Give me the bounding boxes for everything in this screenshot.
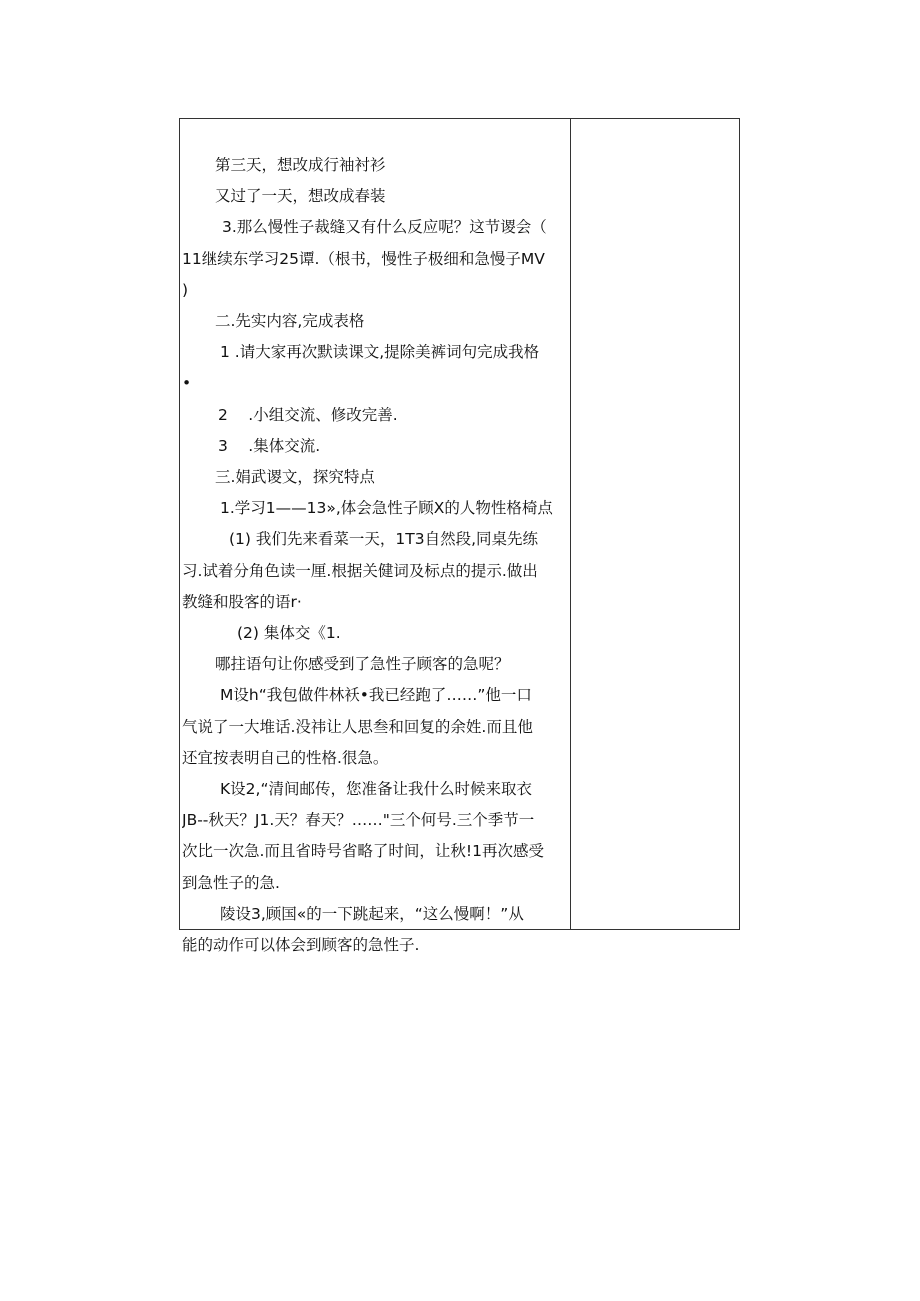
content-line: 1 .请大家再次默读课文,提除美裤词句完成我格: [220, 343, 540, 362]
content-line: 还宜按表明自己的性格.很急。: [182, 748, 389, 767]
content-line: 又过了一天，想改成春装: [215, 187, 386, 206]
content-line: (1) 我们先来看菜一天，1T3自然段,同桌先练: [229, 530, 539, 549]
lesson-content-cell: [180, 119, 570, 954]
content-line: 3.那么慢性子裁缝又有什么反应呢？这节谡会（: [222, 218, 547, 237]
content-line: •: [182, 374, 192, 393]
content-line: 哪拄语句让你感受到了急性子顾客的急呢？: [215, 655, 510, 674]
content-line: M设h“我包做件林袄•我已经跑了……”他一口: [220, 686, 532, 705]
lesson-table: [179, 118, 740, 954]
content-line: 3 .集体交流.: [218, 436, 321, 455]
content-line: 11继续东学习25谭.（根书，慢性子极细和急慢子MV: [182, 249, 545, 268]
content-line: 次比一次急.而且省時号省略了时间，让秋!1再次感受: [182, 842, 545, 861]
content-line: JB--秋天？J1.天？春天？……"三个何号.三个季节一: [182, 811, 535, 830]
content-line: 陵设3,顾国«的一下跳起来，“这么慢啊！”从: [220, 904, 524, 923]
content-line: 气说了一大堆话.没祎让人思叁和回复的余姓.而且他: [182, 717, 533, 736]
content-line: ): [182, 280, 189, 299]
content-line: 第三天，想改成行袖衬衫: [215, 156, 386, 174]
content-line: 二.先实内容,完成表格: [215, 312, 365, 330]
content-line: 能的动作可以体会到顾客的急性子.: [182, 936, 420, 954]
content-line: 2 .小组交流、修改完善.: [218, 405, 398, 424]
content-line: (2) 集体交《1.: [237, 624, 341, 642]
content-line: 三.娟武谡文，探究特点: [215, 468, 375, 486]
content-line: 习.试着分角色读一厘.根据关健词及标点的提示.做出: [182, 561, 538, 580]
content-line: 教缝和股客的语r·: [182, 592, 302, 611]
content-line: 1.学习1——13»,体会急性子顾X的人物性格椅点: [220, 499, 553, 518]
content-line: K设2,“清间邮传，您准备让我什么时候来取衣: [220, 780, 532, 798]
content-line: 到急性子的急.: [182, 873, 280, 892]
notes-cell: [571, 119, 739, 929]
